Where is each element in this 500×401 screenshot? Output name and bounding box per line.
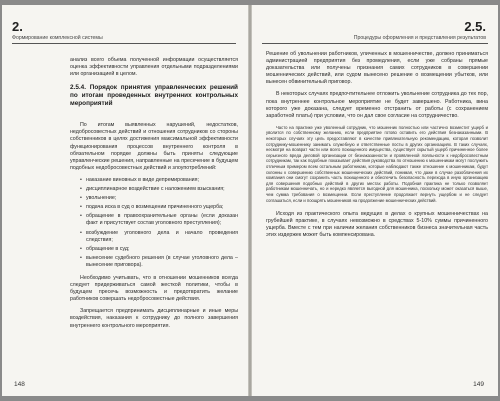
running-header: Процедуры оформления и представления результатов [353,35,486,41]
paragraph: По итогам выявленных нарушений, недостатков, недобросовестных действий и отношения сотрудников со стороны собственников в целях достижения максимальной эффективности функционирования процессов внутреннего контроля в обязательном порядке должны быть приняты следующие управленческие решения, направленные на пресечение в будущем подобных недобросовестных действий и злоупотреблений: [70,122,238,171]
page-number: 148 [14,381,25,388]
small-print-paragraph: Часто на практике уже уволенный сотрудник, что мошенник полностью или частично возместит ущерб и уволится по собственному желанию, если предприятие готово оставить его действия безнаказанными. В некоторых случаях эту цель предоставляют в качестве привлекательную рекомендацию, которая позволит сотруднику-мошеннику занимать служебную и ответственные посты в других организациях. В таких случаях, несмотря на возврат части или всего похищенного имущества, существует скрытый ущерб причиненное более серьезного вреда деловой организации от безнаказанности и проявленной лояльности к недобросовестным сотрудникам, так как подобные показывает действия руководства по отношению к мошенникам могут послужить отличным примером всем остальным работникам, которые наблюдают также отношение к мошенникам, будут склонны к совершению собственных мошеннических действий, понимая, что даже в случае разоблачения их компания они смогут сохранить часть похищенного и обеспечить безопасность перехода в иную организацию для совершения подобных действий в других местах работы. Подобная практика не только позволяет работникам мошенничать, но и нередко является выгодной для мошенника, поскольку может оказаться выше, чем сумма требования о возмещении. Если преступление продолжает вернуть ущербом и не следует соглашаться, если и поощрять мошенников на продолжение мошеннических действий. [266,124,488,203]
list-item: • вынесение судебного решения (в случае уголовного дела – вынесение приговора). [80,255,238,269]
list-item: • наказание виновных в виде депремирования; [80,177,238,184]
chapter-number: 2.5. [464,19,486,34]
list-item: • возбуждение уголовного дела и начало проведения следствия; [80,230,238,244]
section-heading: 2.5.4. Порядок принятия управленческих решений по итогам проведенных внутренних контрольных мероприятий [70,84,238,108]
list-item: • подача иска в суд о возмещении причиненного ущерба; [80,204,238,211]
paragraph: В некоторых случаях предпочтительнее отложить увольнение сотрудника до тех пор, пока внутреннее контрольное мероприятие не будет завершено. Работника, вина которого уже доказана, следует временно отстранить от работы (с сохранением заработной платы) при условии, что он дал свое согласие на сотрудничество. [266,91,488,119]
paragraph: Необходимо учитывать, что в отношении мошенников всегда следует придерживаться самой жесткой политики, чтобы в будущем пресечь возможность и предотвратить желание работников совершать недобросовестные действия. [70,274,238,303]
left-page [2,5,248,396]
chapter-number: 2. [12,19,23,34]
list-item: • увольнение; [80,195,238,202]
right-column [266,51,488,245]
list-item: • обращение в правоохранительные органы (если доказан факт и присутствует состав уголовного преступления); [80,213,238,227]
list-item: • дисциплинарное воздействие с наложением взыскания; [80,186,238,193]
left-column [70,57,238,335]
running-header: Формирование комплексной системы [12,35,103,41]
header-rule [12,43,236,44]
right-page [252,5,498,396]
intro-paragraph: анализ всего объема полученной информации осуществляется оценка эффективности управления отдельными подразделениями или организацией в целом. [70,57,238,78]
page-number: 149 [473,381,484,388]
paragraph: Запрещается предпринимать дисциплинарные и иные меры воздействия, наказания к сотруднику до полного завершения внутреннего контрольного мероприятия. [70,308,238,329]
header-rule [262,43,488,44]
list-item: • обращение в суд; [80,246,238,253]
measures-list [70,177,238,269]
paragraph: Исходя из практического опыта ведущих в делах о крупных мошенничествах на грубейшей практике, в случаях невозможно в средствах 5-10% суммы причиненного ущерба. Вместе с тем при наличии желания собственников бизнеса значительная часть этих издержек может быть компенсирована. [266,211,488,239]
paragraph: Решение об увольнении работников, уличенных в мошенничестве, должно приниматься администрацией предприятия без промедления, если уже собраны прямые доказательства или получены признания самих сотрудников в совершении мошеннических действий, или судом вынесено решение о возмещении убытков, или вынесен обвинительный приговор. [266,51,488,86]
